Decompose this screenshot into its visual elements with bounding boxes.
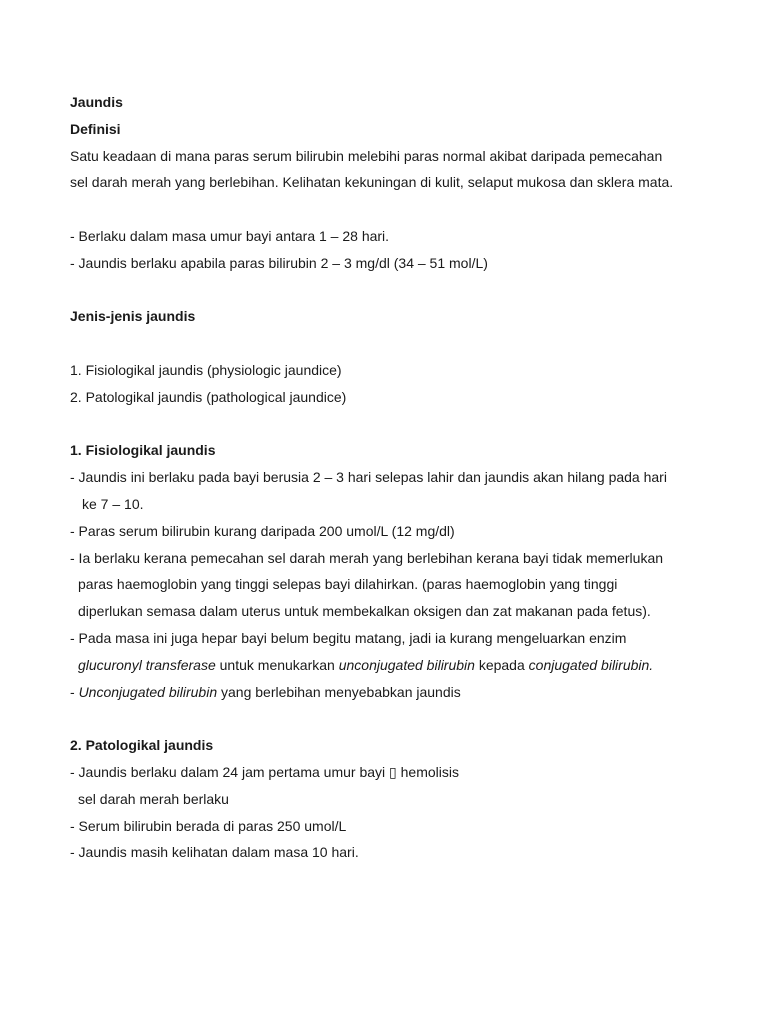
pathologic-point-line: - Jaundis berlaku dalam 24 jam pertama umur bayi ▯ hemolisis bbox=[70, 763, 459, 780]
physiologic-point-line: paras haemoglobin yang tinggi selepas bayi dilahirkan. (paras haemoglobin yang tinggi bbox=[78, 576, 618, 593]
spacer bbox=[70, 196, 740, 223]
spacer bbox=[70, 330, 740, 357]
physiologic-point-line: diperlukan semasa dalam uterus untuk membekalkan oksigen dan zat makanan pada fetus). bbox=[78, 603, 651, 620]
spacer bbox=[70, 277, 740, 304]
fact-item: - Jaundis berlaku apabila paras bilirubin 2 – 3 mg/dl (34 – 51 mol/L) bbox=[70, 254, 488, 271]
type-item: 1. Fisiologikal jaundis (physiologic jaundice) bbox=[70, 361, 342, 378]
physiologic-point-line bbox=[70, 652, 740, 679]
enzyme-term: glucuronyl transferase bbox=[78, 656, 216, 673]
pathologic-point-line: - Serum bilirubin berada di paras 250 umol/L bbox=[70, 817, 347, 834]
physiologic-heading: 1. Fisiologikal jaundis bbox=[70, 442, 216, 459]
type-item: 2. Patologikal jaundis (pathological jaundice) bbox=[70, 388, 347, 405]
spacer bbox=[70, 705, 740, 732]
document-title: Jaundis bbox=[70, 94, 123, 110]
text-fragment: - bbox=[70, 683, 79, 700]
physiologic-point-line: ke 7 – 10. bbox=[82, 495, 144, 512]
unconjugated-term: unconjugated bilirubin bbox=[338, 656, 475, 673]
definition-text-line: sel darah merah yang berlebihan. Kelihatan kekuningan di kulit, selaput mukosa dan sklera mata. bbox=[70, 174, 674, 191]
conjugated-term: conjugated bilirubin. bbox=[528, 656, 654, 673]
pathologic-heading: 2. Patologikal jaundis bbox=[70, 737, 214, 754]
definition-heading: Definisi bbox=[70, 120, 121, 137]
text-fragment: untuk menukarkan bbox=[215, 656, 339, 673]
spacer bbox=[70, 411, 740, 438]
pathologic-point-line: sel darah merah berlaku bbox=[78, 790, 229, 807]
fact-item: - Berlaku dalam masa umur bayi antara 1 – 28 hari. bbox=[70, 227, 390, 244]
text-fragment: kepada bbox=[474, 656, 529, 673]
document-page bbox=[70, 89, 740, 866]
text-fragment: yang berlebihan menyebabkan jaundis bbox=[217, 683, 461, 700]
types-heading: Jenis-jenis jaundis bbox=[70, 308, 196, 325]
physiologic-point-line: - Paras serum bilirubin kurang daripada 200 umol/L (12 mg/dl) bbox=[70, 522, 455, 539]
physiologic-point-line bbox=[70, 679, 740, 706]
physiologic-point-line: - Pada masa ini juga hepar bayi belum begitu matang, jadi ia kurang mengeluarkan enzim bbox=[70, 629, 627, 646]
pathologic-point-line: - Jaundis masih kelihatan dalam masa 10 hari. bbox=[70, 844, 359, 861]
definition-text-line: Satu keadaan di mana paras serum bilirubin melebihi paras normal akibat daripada pemecahan bbox=[70, 147, 663, 164]
unconjugated-term: Unconjugated bilirubin bbox=[78, 683, 218, 700]
physiologic-point-line: - Ia berlaku kerana pemecahan sel darah merah yang berlebihan kerana bayi tidak memerlukan bbox=[70, 549, 664, 566]
physiologic-point-line: - Jaundis ini berlaku pada bayi berusia 2 – 3 hari selepas lahir dan jaundis akan hilang pada hari bbox=[70, 469, 667, 486]
